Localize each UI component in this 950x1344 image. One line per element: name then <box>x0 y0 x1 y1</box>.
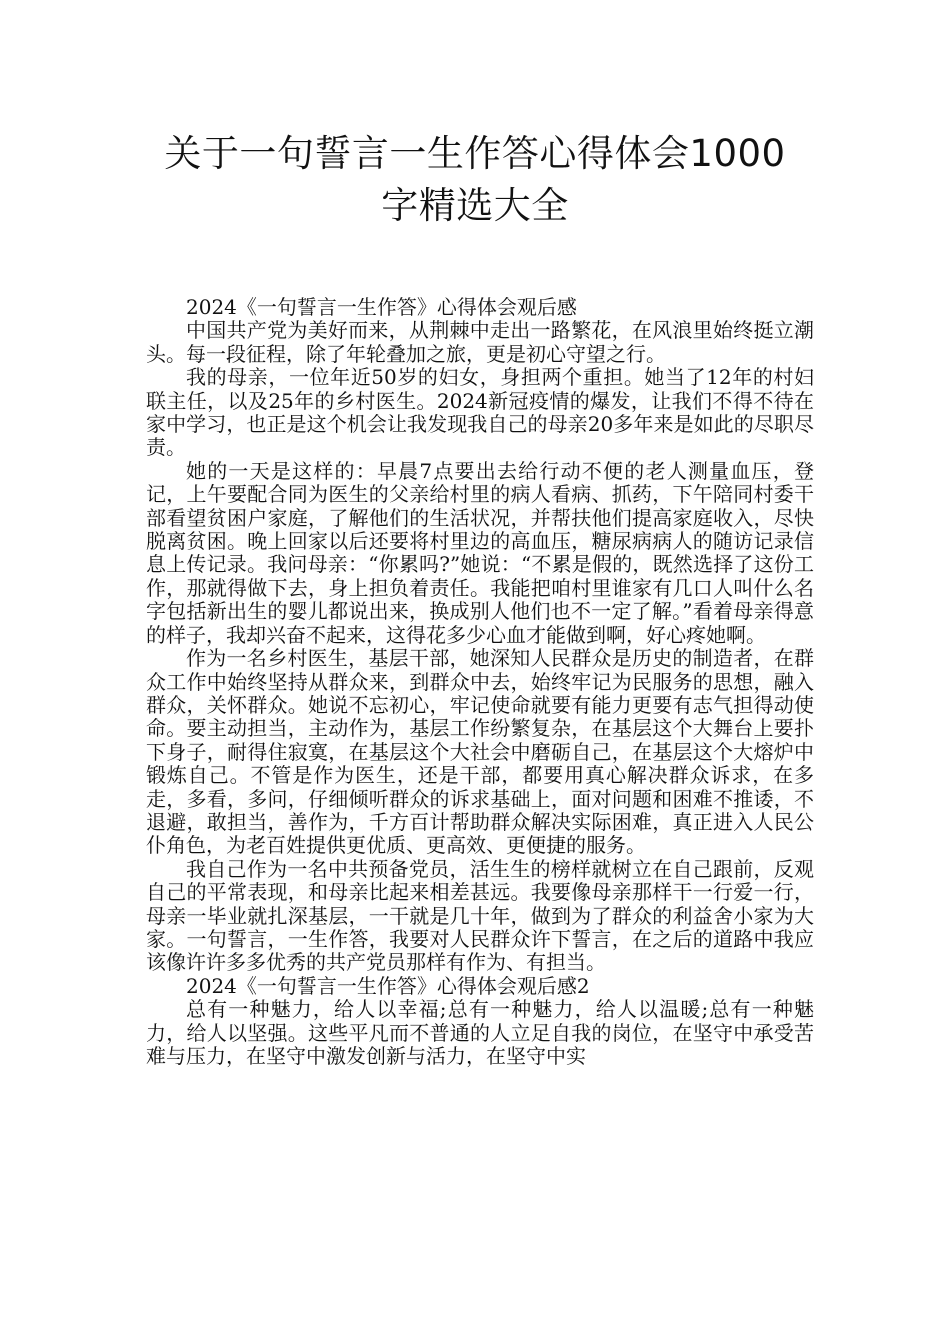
paragraph-6: 总有一种魅力，给人以幸福;总有一种魅力，给人以温暖;总有一种魅力，给人以坚强。这些平凡而不普通的人立足自我的岗位，在坚守中承受苦难与压力，在坚守中激发创新与活力，在坚守中实 <box>146 997 814 1068</box>
section-heading-1: 2024《一句誓言一生作答》心得体会观后感 <box>186 295 577 319</box>
paragraph-5: 我自己作为一名中共预备党员，活生生的榜样就树立在自己跟前，反观自己的平常表现，和母亲比起来相差甚远。我要像母亲那样干一行爱一行，母亲一毕业就扎深基层，一干就是几十年，做到为了群众的利益舍小家为大家。一句誓言，一生作答，我要对人民群众许下誓言，在之后的道路中我应该像许许多多优秀的共产党员那样有作为、有担当。 <box>146 856 814 975</box>
paragraph-2: 我的母亲，一位年近50岁的妇女，身担两个重担。她当了12年的村妇联主任，以及25年的乡村医生。2024新冠疫情的爆发，让我们不得不待在家中学习，也正是这个机会让我发现我自己的母亲20多年来是如此的尽职尽责。 <box>146 365 814 460</box>
document-title <box>120 128 830 232</box>
section-heading-2: 2024《一句誓言一生作答》心得体会观后感2 <box>186 973 590 998</box>
title-line-2: 字精选大全 <box>381 184 569 227</box>
paragraph-3: 她的一天是这样的：早晨7点要出去给行动不便的老人测量血压，登记，上午要配合同为医生的父亲给村里的病人看病、抓药，下午陪同村委干部看望贫困户家庭，了解他们的生活状况，并帮扶他们提高家庭收入，尽快脱离贫困。晚上回家以后还要将村里边的高血压，糖尿病病人的随访记录信息上传记录。我问母亲：“你累吗?”她说：“不累是假的，既然选择了这份工作，那就得做下去，身上担负着责任。我能把咱村里谁家有几口人叫什么名字包括新出生的婴儿都说出来，换成别人他们也不一定了解。”看着母亲得意的样子，我却兴奋不起来，这得花多少心血才能做到啊，好心疼她啊。 <box>146 458 814 647</box>
title-line-1: 关于一句誓言一生作答心得体会1000 <box>164 132 786 175</box>
paragraph-1: 中国共产党为美好而来，从荆棘中走出一路繁花，在风浪里始终挺立潮头。每一段征程，除了年轮叠加之旅，更是初心守望之行。 <box>146 318 814 366</box>
document-body <box>146 296 814 1068</box>
paragraph-4: 作为一名乡村医生，基层干部，她深知人民群众是历史的制造者，在群众工作中始终坚持从群众来，到群众中去，始终牢记为民服务的思想，融入群众，关怀群众。她说不忘初心，牢记使命就要有能力更要有志气担得动使命。要主动担当，主动作为，基层工作纷繁复杂，在基层这个大舞台上要扑下身子，耐得住寂寞，在基层这个大社会中磨砺自己，在基层这个大熔炉中锻炼自己。不管是作为医生，还是干部，都要用真心解决群众诉求，在多走，多看，多问，仔细倾听群众的诉求基础上，面对问题和困难不推诿，不退避，敢担当，善作为，千方百计帮助群众解决实际困难，真正进入人民公仆角色，为老百姓提供更优质、更高效、更便捷的服务。 <box>146 646 814 858</box>
